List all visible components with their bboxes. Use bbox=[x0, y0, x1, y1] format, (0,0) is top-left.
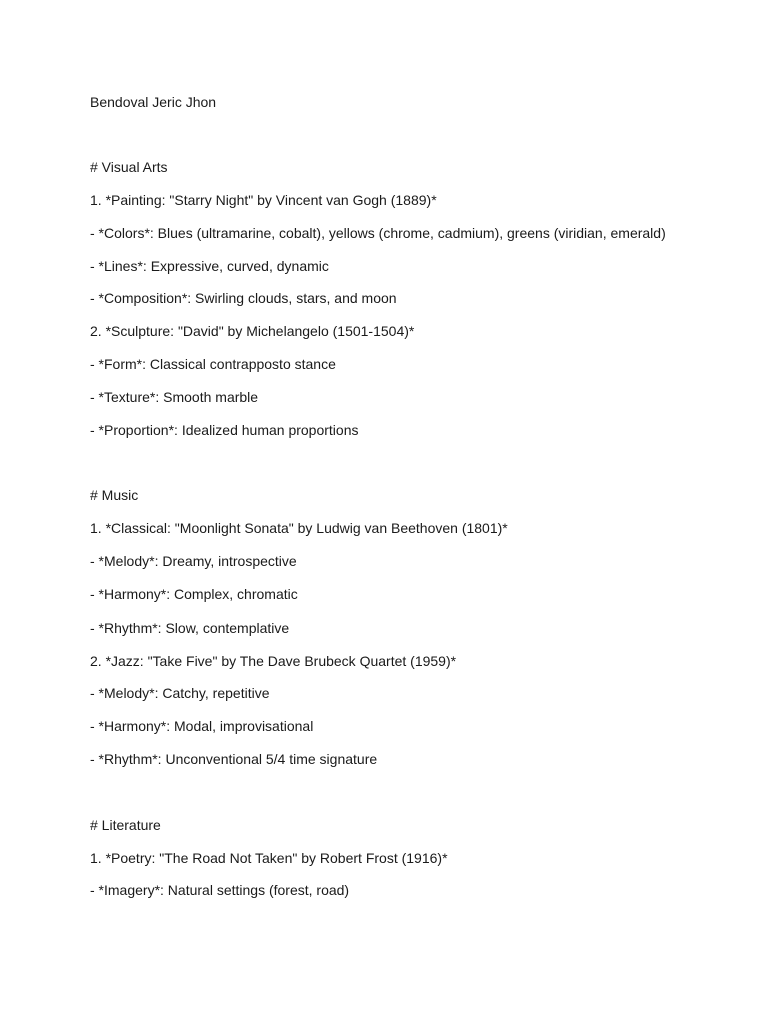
section-heading-visual-arts: # Visual Arts bbox=[90, 159, 168, 175]
list-item: - *Harmony*: Modal, improvisational bbox=[90, 718, 314, 734]
author-name: Bendoval Jeric Jhon bbox=[90, 94, 217, 110]
list-item: - *Imagery*: Natural settings (forest, road) bbox=[90, 882, 350, 898]
list-item: - *Harmony*: Complex, chromatic bbox=[90, 586, 298, 602]
list-item: 2. *Jazz: "Take Five" by The Dave Brubeck Quartet (1959)* bbox=[90, 653, 457, 669]
list-item: - *Texture*: Smooth marble bbox=[90, 389, 259, 405]
list-item: - *Melody*: Dreamy, introspective bbox=[90, 553, 297, 569]
list-item: - *Lines*: Expressive, curved, dynamic bbox=[90, 258, 329, 274]
section-heading-music: # Music bbox=[90, 487, 139, 503]
list-item: - *Colors*: Blues (ultramarine, cobalt), yellows (chrome, cadmium), greens (viridian, emerald) bbox=[90, 225, 666, 241]
list-item: - *Proportion*: Idealized human proportions bbox=[90, 422, 359, 438]
list-item: - *Composition*: Swirling clouds, stars, and moon bbox=[90, 290, 397, 306]
list-item: - *Rhythm*: Slow, contemplative bbox=[90, 620, 290, 636]
list-item: 2. *Sculpture: "David" by Michelangelo (1501-1504)* bbox=[90, 323, 415, 339]
list-item: - *Rhythm*: Unconventional 5/4 time signature bbox=[90, 751, 378, 767]
list-item: 1. *Painting: "Starry Night" by Vincent van Gogh (1889)* bbox=[90, 192, 437, 208]
section-heading-literature: # Literature bbox=[90, 817, 161, 833]
list-item: - *Melody*: Catchy, repetitive bbox=[90, 685, 270, 701]
list-item: - *Form*: Classical contrapposto stance bbox=[90, 356, 336, 372]
list-item: 1. *Classical: "Moonlight Sonata" by Ludwig van Beethoven (1801)* bbox=[90, 520, 508, 536]
list-item: 1. *Poetry: "The Road Not Taken" by Robert Frost (1916)* bbox=[90, 850, 448, 866]
